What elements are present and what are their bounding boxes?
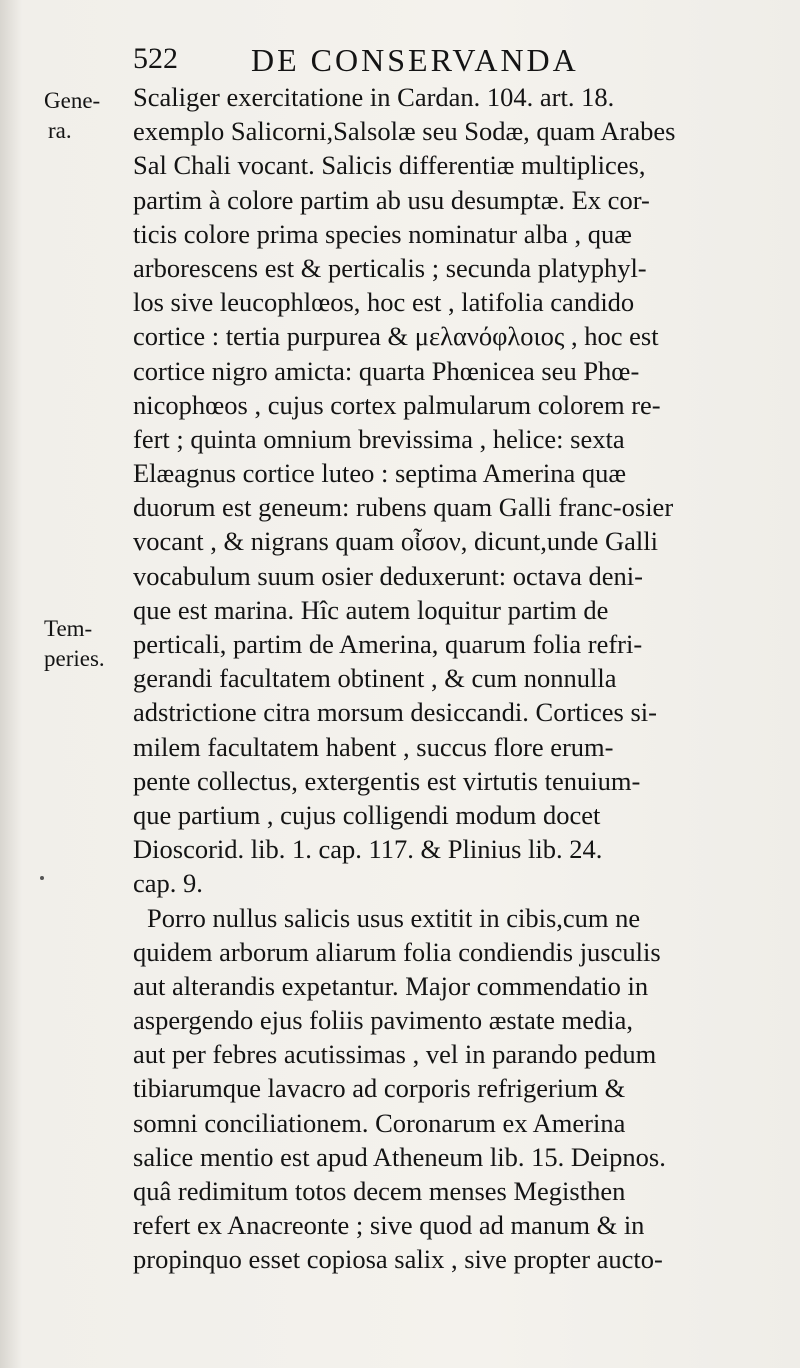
- text-line: pente collectus, extergentis est virtutis tenuium-: [133, 765, 641, 796]
- text-line: partim à colore partim ab usu desumptæ. Ex cor-: [133, 184, 650, 215]
- text-line: propinquo esset copiosa salix , sive propter aucto-: [133, 1244, 663, 1275]
- text-line: que est marina. Hîc autem loquitur partim de: [133, 594, 609, 625]
- text-line: Elæagnus cortice luteo : septima Amerina quæ: [133, 458, 627, 489]
- margin-note-line: Gene-: [44, 88, 101, 113]
- margin-note-line: Tem-: [44, 616, 93, 641]
- text-line: aut alterandis expetantur. Major commendatio in: [133, 970, 649, 1001]
- text-line: exemplo Salicorni,Salsolæ seu Sodæ, quam Arabes: [133, 116, 676, 147]
- margin-note-line: ra.: [48, 118, 72, 143]
- text-line: que partium , cujus colligendi modum docet: [133, 799, 601, 830]
- text-line: Sal Chali vocant. Salicis differentiæ multiplices,: [133, 150, 646, 181]
- text-line: Dioscorid. lib. 1. cap. 117. & Plinius lib. 24.: [133, 834, 603, 865]
- text-line: perticali, partim de Amerina, quarum folia refri-: [133, 629, 643, 659]
- text-line: nicophœos , cujus cortex palmularum colorem re-: [133, 389, 661, 420]
- text-line: Porro nullus salicis usus extitit in cibis,cum ne: [147, 902, 641, 933]
- body-text: [133, 80, 769, 1277]
- text-line: Scaliger exercitatione in Cardan. 104. art. 18.: [133, 82, 615, 112]
- text-line: refert ex Anacreonte ; sive quod ad manum & in: [133, 1210, 645, 1241]
- text-line: vocant , & nigrans quam οἶσον, dicunt,unde Galli: [133, 526, 659, 557]
- ink-speck: [40, 876, 44, 880]
- text-line: los sive leucophlœos, hoc est , latifolia candido: [133, 287, 635, 318]
- text-line: aspergendo ejus foliis pavimento æstate media,: [133, 1005, 633, 1036]
- text-line: quidem arborum aliarum folia condiendis jusculis: [133, 936, 661, 967]
- text-line: salice mentio est apud Atheneum lib. 15. Deipnos.: [133, 1141, 666, 1172]
- margin-note-line: peries.: [44, 646, 105, 671]
- text-line: ticis colore prima species nominatur alba , quæ: [133, 218, 632, 249]
- page-header: [133, 42, 773, 82]
- text-line: milem facultatem habent , succus flore erum-: [133, 731, 614, 762]
- margin-note-genera: [44, 86, 122, 146]
- text-line: fert ; quinta omnium brevissima , helice: sexta: [133, 423, 625, 454]
- running-title: DE CONSERVANDA: [251, 42, 579, 78]
- text-line: quâ redimitum totos decem menses Megisthen: [133, 1176, 626, 1206]
- text-line: cap. 9.: [133, 868, 203, 899]
- page-number: 522: [133, 42, 178, 75]
- text-line: adstrictione citra morsum desiccandi. Cortices si-: [133, 697, 657, 728]
- text-line: cortice : tertia purpurea & μελανόφλοιος , hoc est: [133, 321, 659, 352]
- margin-note-temperies: [44, 614, 122, 674]
- text-line: arborescens est & perticalis ; secunda platyphyl-: [133, 252, 647, 283]
- text-line: vocabulum suum osier deduxerunt: octava deni-: [133, 560, 643, 591]
- text-line: somni conciliationem. Coronarum ex Amerina: [133, 1107, 626, 1138]
- text-line: cortice nigro amicta: quarta Phœnicea seu Phœ-: [133, 355, 640, 386]
- text-line: duorum est geneum: rubens quam Galli franc-osier: [133, 492, 674, 523]
- text-line: gerandi facultatem obtinent , & cum nonnulla: [133, 663, 617, 694]
- text-line: tibiarumque lavacro ad corporis refrigerium &: [133, 1073, 626, 1104]
- text-line: aut per febres acutissimas , vel in parando pedum: [133, 1039, 657, 1070]
